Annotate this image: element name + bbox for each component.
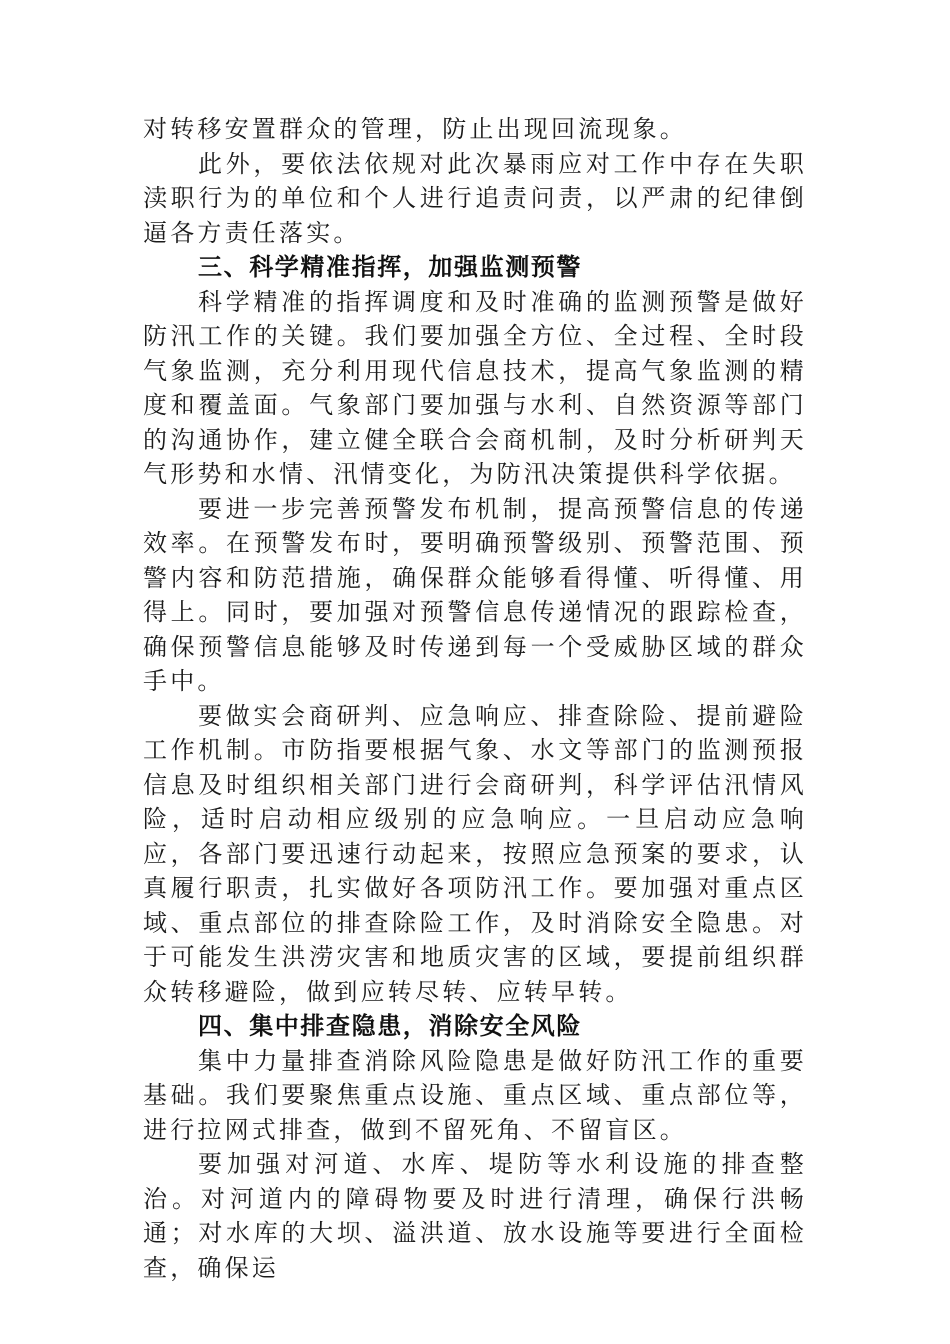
- paragraph-continuation: 对转移安置群众的管理，防止出现回流现象。: [143, 115, 687, 143]
- paragraph-warning-mechanism: 要进一步完善预警发布机制，提高预警信息的传递效率。在预警发布时，要明确预警级别、预警范围、预警内容和防范措施，确保群众能够看得懂、听得懂、用得上。同时，要加强对预警信息传递情况的跟踪检查，确保预警信息能够及时传递到每一个受威胁区域的群众手中。: [143, 494, 807, 695]
- section-heading-4: 四、集中排查隐患，消除安全风险: [198, 1012, 582, 1040]
- section-heading-3: 三、科学精准指挥，加强监测预警: [198, 253, 582, 281]
- paragraph-emergency-response: 要做实会商研判、应急响应、排查除险、提前避险工作机制。市防指要根据气象、水文等部门的监测预报信息及时组织相关部门进行会商研判，科学评估汛情风险，适时启动相应级别的应急响应。一旦启动应急响应，各部门要迅速行动起来，按照应急预案的要求，认真履行职责，扎实做好各项防汛工作。要加强对重点区域、重点部位的排查除险工作，及时消除安全隐患。对于可能发生洪涝灾害和地质灾害的区域，要提前组织群众转移避险，做到应转尽转、应转早转。: [143, 701, 807, 1006]
- paragraph-monitoring: 科学精准的指挥调度和及时准确的监测预警是做好防汛工作的关键。我们要加强全方位、全过程、全时段气象监测，充分利用现代信息技术，提高气象监测的精度和覆盖面。气象部门要加强与水利、自然资源等部门的沟通协作，建立健全联合会商机制，及时分析研判天气形势和水情、汛情变化，为防汛决策提供科学依据。: [143, 287, 807, 488]
- paragraph-water-facilities: 要加强对河道、水库、堤防等水利设施的排查整治。对河道内的障碍物要及时进行清理，确保行洪畅通；对水库的大坝、溢洪道、放水设施等要进行全面检查，确保运: [143, 1150, 807, 1282]
- paragraph-accountability: 此外，要依法依规对此次暴雨应对工作中存在失职渎职行为的单位和个人进行追责问责，以严肃的纪律倒逼各方责任落实。: [143, 149, 807, 247]
- paragraph-risk-investigation: 集中力量排查消除风险隐患是做好防汛工作的重要基础。我们要聚焦重点设施、重点区域、重点部位等，进行拉网式排查，做到不留死角、不留盲区。: [143, 1046, 807, 1144]
- document-body: [143, 112, 807, 1285]
